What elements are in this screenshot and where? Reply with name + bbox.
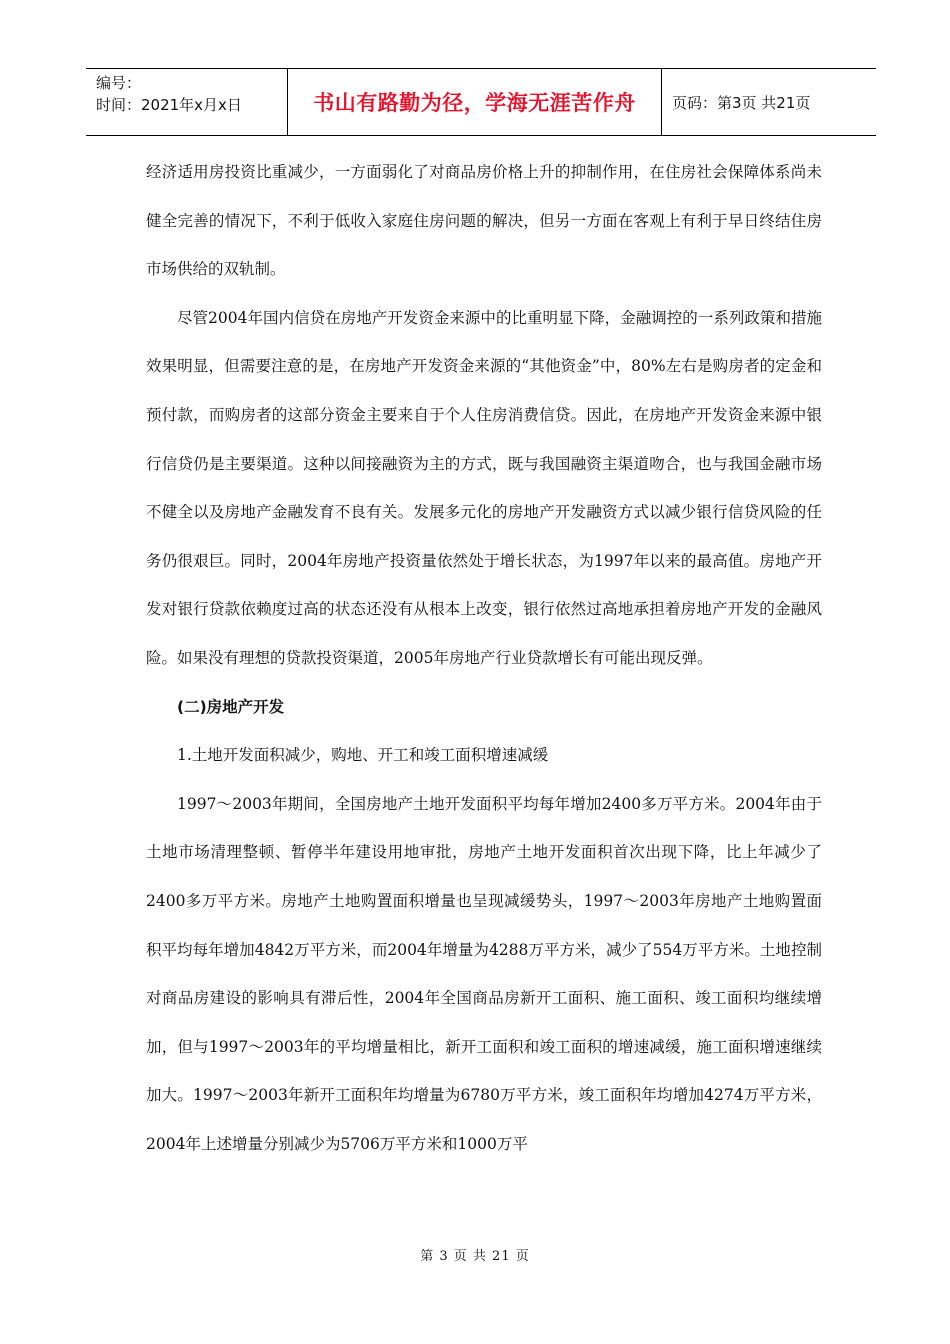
document-body: [146, 148, 822, 1168]
header-meta-cell: [86, 69, 288, 135]
section-heading: (二)房地产开发: [177, 697, 285, 716]
page-header: [86, 68, 876, 136]
sub-heading: 1.土地开发面积减少，购地、开工和竣工面积增速减缓: [177, 746, 549, 765]
paragraph-1: 经济适用房投资比重减少，一方面弱化了对商品房价格上升的抑制作用，在住房社会保障体系尚未健全完善的情况下，不利于低收入家庭住房问题的解决，但另一方面在客观上有利于早日终结住房市场供给的双轨制。: [146, 163, 822, 279]
paragraph-3: 1997～2003年期间，全国房地产土地开发面积平均每年增加2400多万平方米。2004年由于土地市场清理整顿、暂停半年建设用地审批，房地产土地开发面积首次出现下降，比上年减少了2400多万平方米。房地产土地购置面积增量也呈现减缓势头，1997～2003年房地产土地购置面积平均每年增加4842万平方米，而2004年增量为4288万平方米，减少了554万平方米。土地控制对商品房建设的影响具有滞后性，2004年全国商品房新开工面积、施工面积、竣工面积均继续增加，但与1997～2003年的平均增量相比，新开工面积和竣工面积的增速减缓，施工面积增速继续加大。1997～2003年新开工面积年均增量为6780万平方米，竣工面积年均增加4274万平方米，2004年上述增量分别减少为5706万平方米和1000万平: [146, 794, 822, 1153]
header-page-label: 页码：第3页 共21页: [672, 93, 811, 112]
header-code-label: 编号：: [96, 74, 142, 92]
header-time-label: 时间：2021年x月x日: [96, 96, 242, 114]
header-motto: 书山有路勤为径，学海无涯苦作舟: [288, 69, 662, 135]
page-footer: 第 3 页 共 21 页: [420, 1249, 530, 1264]
paragraph-2: 尽管2004年国内信贷在房地产开发资金来源中的比重明显下降，金融调控的一系列政策和措施效果明显，但需要注意的是，在房地产开发资金来源的“其他资金”中，80%左右是购房者的定金和预付款，而购房者的这部分资金主要来自于个人住房消费信贷。因此，在房地产开发资金来源中银行信贷仍是主要渠道。这种以间接融资为主的方式，既与我国融资主渠道吻合，也与我国金融市场不健全以及房地产金融发育不良有关。发展多元化的房地产开发融资方式以减少银行信贷风险的任务仍很艰巨。同时，2004年房地产投资量依然处于增长状态，为1997年以来的最高值。房地产开发对银行贷款依赖度过高的状态还没有从根本上改变，银行依然过高地承担着房地产开发的金融风险。如果没有理想的贷款投资渠道，2005年房地产行业贷款增长有可能出现反弹。: [146, 308, 822, 667]
